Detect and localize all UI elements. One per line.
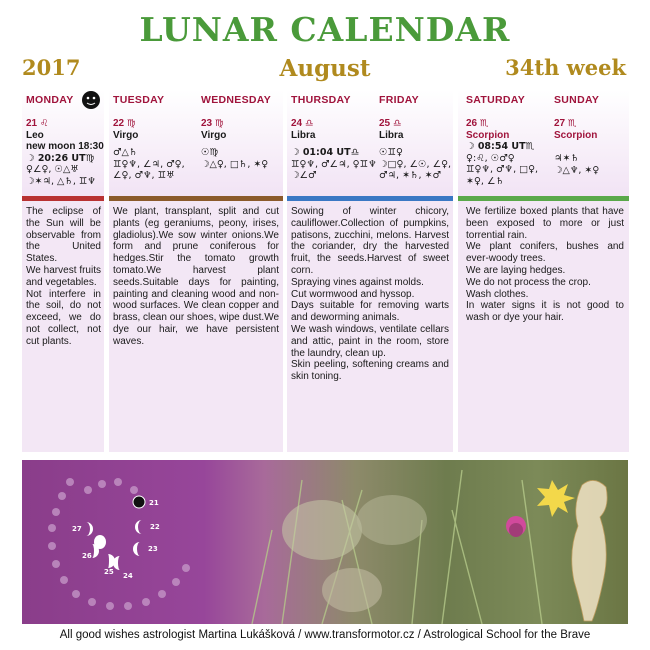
svg-text:24: 24 bbox=[123, 572, 133, 580]
svg-text:26: 26 bbox=[82, 552, 92, 560]
month-label: August bbox=[279, 55, 371, 82]
day-text-thursday: Sowing of winter chicory, cauliflower.Collection of pumpkins, patisons, zucchini, melons. Harvest the coriander, dry the harvested fruit, the seeds.Harvest of sweet corn. Spraying vines against molds. Cut wormwood and hyssop. Days suitable for removing warts and deworming animals. We wash windows, ventilate cellars and attic, paint in the room, store the laundry, clean up. Skin peeling, softening creams and skin toning. bbox=[291, 206, 449, 383]
new-moon-icon bbox=[81, 90, 101, 110]
day-info-thursday: 24 ♎ Libra ☽ 01:04 UT♎ ♊♀♆, ♂∠♃, ♀♊♆ ☽∠♂ bbox=[291, 118, 377, 181]
day-text-monday: The eclipse of the Sun will be observable from the United States. We harvest fruits and vegetables. Not interfere in the soil, do not exceed, we do not collect, not cut plants. bbox=[26, 206, 101, 347]
svg-text:22: 22 bbox=[150, 523, 160, 531]
column-monday bbox=[22, 90, 104, 452]
day-text-tuesday: We plant, transplant, split and cut plants (eg geraniums, peony, irises, gladiolus).We sow winter onions.We form and prune coniferous for hedges.Stir the tomato growth tomato.We harvest plant seeds.Suitable days for painting, painting and cleaning wood and non-wood surfaces. We clean copper and brass, clean our shoes, wipe dust.We dye our hair, we have persistent waves. bbox=[113, 206, 280, 347]
day-name-tuesday: TUESDAY bbox=[113, 94, 165, 106]
element-stripe-air bbox=[287, 196, 453, 201]
day-name-wednesday: WEDNESDAY bbox=[201, 94, 271, 106]
day-info-wednesday: 23 ♍ Virgo ☉♍ ☽△♀, □♄, ✶♀ bbox=[201, 118, 269, 170]
day-text-saturday: We fertilize boxed plants that have been exposed to more or just torrential rain. We plant conifers, bushes and ever-woody trees. We are laying hedges. We do not process the crop. Wash clothes. In water signs it is not good to wash or dye your hair. bbox=[466, 206, 624, 324]
day-name-saturday: SATURDAY bbox=[466, 94, 525, 106]
svg-text:27: 27 bbox=[72, 525, 82, 533]
element-stripe-fire bbox=[22, 196, 104, 201]
svg-text:25: 25 bbox=[104, 568, 114, 576]
column-tuesday-wednesday bbox=[109, 90, 283, 452]
day-name-sunday: SUNDAY bbox=[554, 94, 600, 106]
calendar-title: LUNAR CALENDAR bbox=[139, 10, 511, 49]
day-info-monday: 21 ♌ Leo new moon 18:30 ☽ 20:26 UT♍ ♀∠♀, ☉△♅ ☽✶♃, △♄, ♊♆ bbox=[26, 118, 104, 187]
week-label: 34th week bbox=[505, 55, 626, 80]
year-label: 2017 bbox=[22, 55, 81, 80]
moon-calendar-graphic bbox=[22, 460, 628, 624]
column-thursday-friday bbox=[287, 90, 453, 452]
element-stripe-water bbox=[458, 196, 629, 201]
day-info-sunday: 27 ♏ Scorpion ♃✶♄ ☽△♆, ✶♀ bbox=[554, 118, 600, 176]
column-saturday-sunday bbox=[458, 90, 629, 452]
moon-phase-photo bbox=[22, 460, 628, 624]
svg-text:23: 23 bbox=[148, 545, 158, 553]
day-info-saturday: 26 ♏ Scorpion ☽ 08:54 UT♏ ♀:♌, ☉♂♀ ♊♀♆, ♂♆, □♀, ✶♀, ∠♄ bbox=[466, 118, 539, 187]
day-info-tuesday: 22 ♍ Virgo ♂△♄ ♊♀♆, ∠♃, ♂♀, ∠♀, ♂♆, ♊♅ bbox=[113, 118, 185, 181]
day-name-monday: MONDAY bbox=[26, 94, 74, 106]
element-stripe-earth bbox=[109, 196, 283, 201]
day-info-friday: 25 ♎ Libra ☉♊♀ ☽□♀, ∠☉, ∠♀, ♂♃, ✶♄, ✶♂ bbox=[379, 118, 452, 181]
day-name-thursday: THURSDAY bbox=[291, 94, 351, 106]
day-name-friday: FRIDAY bbox=[379, 94, 419, 106]
svg-text:21: 21 bbox=[149, 499, 159, 507]
footer-credits: All good wishes astrologist Martina Lukášková / www.transformotor.cz / Astrological School for the Brave bbox=[59, 629, 591, 641]
